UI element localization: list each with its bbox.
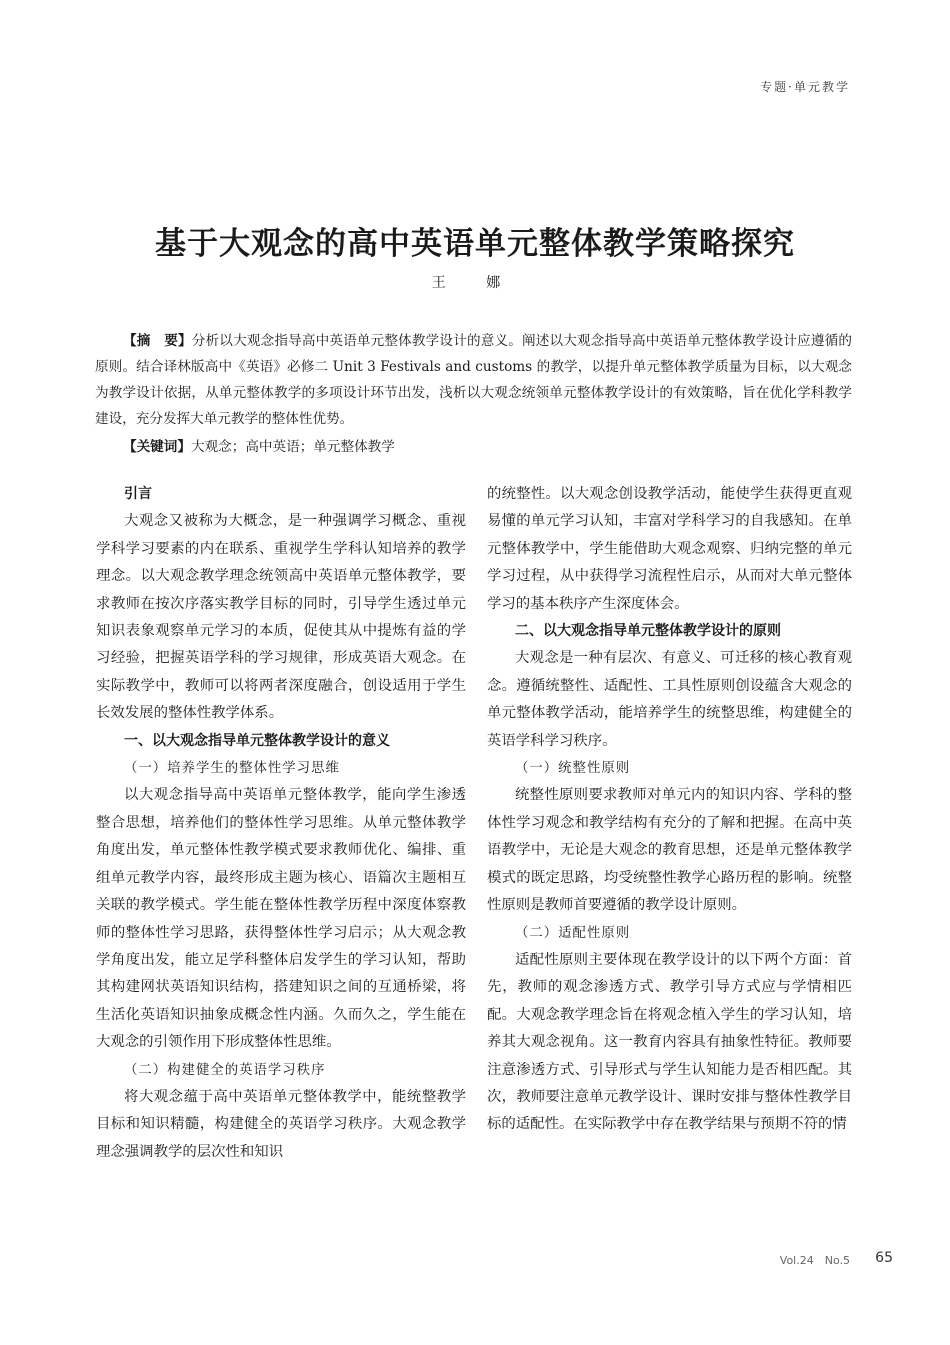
section-2-heading: 二、以大观念指导单元整体教学设计的原则 — [515, 623, 781, 640]
section-1-subheading-2: （二）构建健全的英语学习秩序 — [124, 1062, 326, 1078]
continued-paragraph: 的统整性。以大观念创设教学活动，能使学生获得更直观易懂的单元学习认知，丰富对学科学习的自我感知。在单元整体教学中，学生能借助大观念观察、归纳完整的单元学习过程，从中获得学习流程性启示，从而对大单元整体学习的基本秩序产生深度体会。 — [487, 486, 852, 612]
section-1-subheading-1: （一）培养学生的整体性学习思维 — [124, 761, 340, 777]
section-2-subheading-2: （二）适配性原则 — [515, 925, 631, 941]
abstract-text: 分析以大观念指导高中英语单元整体教学设计的意义。阐述以大观念指导高中英语单元整体教学设计应遵循的原则。结合译林版高中《英语》必修二 Unit 3 Festivals and customs 的教学，以提升单元整体教学质量为目标，以大观念为教学设计依据，从单元整体教学的多项设计环节出发，浅析以大观念统领单元整体教学设计的有效策略，旨在优化学科教学建设，充分发挥大单元教学的整体性优势。 — [95, 333, 853, 427]
section-2-paragraph-1: 统整性原则要求教师对单元内的知识内容、学科的整体性学习观念和教学结构有充分的了解和把握。在高中英语教学中，无论是大观念的教育思想，还是单元整体教学模式的既定思路，均受统整性教学心路历程的影响。统整性原则是教师首要遵循的教学设计原则。 — [487, 787, 852, 914]
intro-paragraph: 大观念又被称为大概念，是一种强调学习概念、重视学科学习要素的内在联系、重视学生学科认知培养的教学理念。以大观念教学理念统领高中英语单元整体教学，要求教师在按次序落实教学目标的同时，引导学生透过单元知识表象观察单元学习的本质，促使其从中提炼有益的学习经验，把握英语学科的学习规律，形成英语大观念。在实际教学中，教师可以将两者深度融合，创设适用于学生长效发展的整体性教学体系。 — [96, 513, 466, 722]
abstract — [95, 328, 852, 432]
section-1-paragraph-2: 将大观念蕴于高中英语单元整体教学中，能统整教学目标和知识精髓，构建健全的英语学习秩序。大观念教学理念强调教学的层次性和知识 — [96, 1088, 466, 1160]
left-column — [96, 481, 466, 1166]
section-2-subheading-1: （一）统整性原则 — [515, 761, 631, 777]
keywords-label: 【关键词】 — [123, 439, 191, 455]
section-2-paragraph-2: 适配性原则主要体现在教学设计的以下两个方面：首先，教师的观念渗透方式、教学引导方式应与学情相匹配。大观念教学理念旨在将观念植入学生的学习认知，培养其大观念视角。这一教育内容具有抽象性特征。教师要注意渗透方式、引导形式与学生认知能力是否相匹配。其次，教师要注意单元教学设计、课时安排与整体性教学目标的适配性。在实际教学中存在教学结果与预期不符的情 — [487, 951, 852, 1133]
page-number: 65 — [875, 1250, 893, 1266]
section-2-paragraph: 大观念是一种有层次、有意义、可迁移的核心教育观念。遵循统整性、适配性、工具性原则创设蕴含大观念的单元整体教学活动，能培养学生的统整思维，构建健全的英语学科学习秩序。 — [487, 650, 852, 749]
keywords-text: 大观念；高中英语；单元整体教学 — [190, 439, 395, 455]
keywords — [95, 434, 852, 460]
section-1-heading: 一、以大观念指导单元整体教学设计的意义 — [124, 732, 390, 749]
section-1-paragraph-1: 以大观念指导高中英语单元整体教学，能向学生渗透整合思想，培养他们的整体性学习思维。从单元整体教学角度出发，单元整体性教学模式要求教师优化、编排、重组单元教学内容，最终形成主题为核心、语篇次主题相互关联的教学模式。学生能在整体性教学历程中深度体察教师的整体性学习思路，获得整体性学习启示；从大观念教学角度出发，能立足学科整体启发学生的学习认知，帮助其构建网状英语知识结构，搭建知识之间的互通桥梁，将生活化英语知识抽象成概念性内涵。久而久之，学生能在大观念的引领作用下形成整体性思维。 — [96, 787, 466, 1051]
right-column — [487, 481, 852, 1139]
article-title: 基于大观念的高中英语单元整体教学策略探究 — [155, 226, 795, 262]
volume-info: Vol.24 No.5 — [779, 1254, 850, 1267]
intro-heading: 引言 — [124, 486, 152, 502]
running-head: 专题·单元教学 — [760, 80, 850, 94]
author-name: 王 娜 — [431, 275, 519, 291]
abstract-label: 【摘 要】 — [123, 333, 192, 349]
